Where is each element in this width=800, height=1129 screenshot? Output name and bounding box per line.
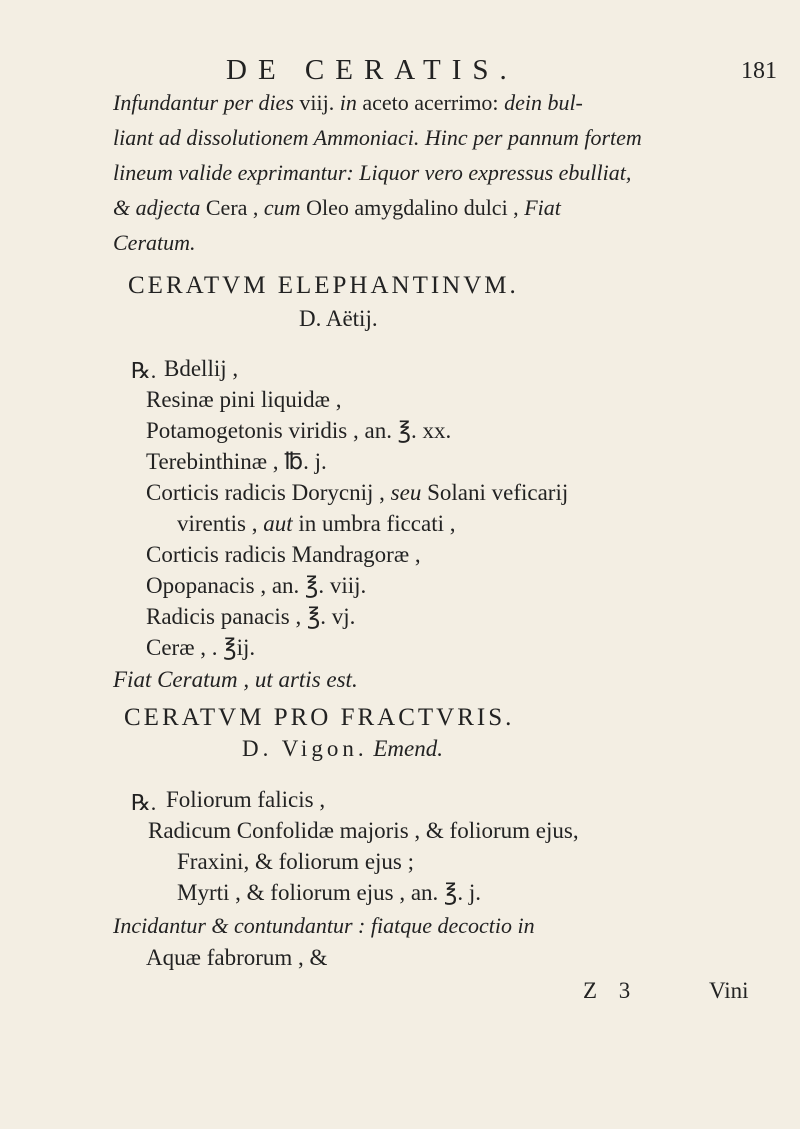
text-italic: seu — [390, 480, 422, 505]
ingredient-line: Terebinthinæ , ℔. j. — [146, 449, 327, 474]
text-italic: Fiat — [518, 195, 561, 220]
paragraph-line-1 — [113, 90, 583, 116]
text-roman: in umbra ficcati , — [292, 511, 456, 536]
section-source-aetius: D. Aëtij. — [299, 306, 378, 331]
running-head: DE CERATIS. — [226, 54, 518, 86]
recipe-symbol: ℞. — [131, 358, 157, 383]
text-roman: D. Vigon. — [242, 736, 368, 761]
text-italic: Emend. — [373, 736, 443, 761]
ingredient-line: Radicum Confolidæ majoris , & foliorum ejus, — [148, 818, 579, 843]
text-italic: cum — [258, 195, 301, 220]
paragraph-line-3: lineum valide exprimantur: Liquor vero expressus ebulliat, — [113, 160, 632, 185]
ingredient-line: Opopanacis , an. ℥. viij. — [146, 573, 367, 598]
text-italic: dein bul- — [498, 90, 583, 115]
paragraph-line-4 — [113, 195, 561, 221]
recipe-closing: Fiat Ceratum , ut artis est. — [113, 667, 358, 692]
ingredient-line: Potamogetonis viridis , an. ℥. xx. — [146, 418, 452, 443]
ingredient-line — [177, 511, 456, 537]
ingredient-line: Aquæ fabrorum , & — [146, 945, 328, 970]
text-roman: viij. — [293, 90, 335, 115]
ingredient-line: Bdellij , — [164, 356, 239, 381]
section-source-vigon — [242, 736, 443, 762]
ingredient-line: Ceræ , . ℥ij. — [146, 635, 256, 660]
ingredient-line: Myrti , & foliorum ejus , an. ℥. j. — [177, 880, 481, 905]
section-title-fracturis: CERATVM PRO FRACTVRIS. — [124, 704, 515, 731]
section-title-elephantinum: CERATVM ELEPHANTINVM. — [128, 272, 519, 299]
ingredient-line: Resinæ pini liquidæ , — [146, 387, 342, 412]
page-number: 181 — [741, 58, 777, 84]
text-roman: aceto acerrimo: — [356, 90, 499, 115]
signature-mark: Z 3 — [583, 978, 631, 1003]
text-italic: Infundantur per dies — [113, 90, 294, 115]
text-italic: in — [334, 90, 357, 115]
text-roman: Oleo amygdalino dulci , — [300, 195, 519, 220]
incidantur-line: Incidantur & contundantur : fiatque decoctio in — [113, 913, 535, 938]
text-italic: aut — [263, 511, 293, 536]
text-italic: & adjecta — [113, 195, 201, 220]
text-roman: Solani veficarij — [421, 480, 569, 505]
paragraph-line-2: liant ad dissolutionem Ammoniaci. Hinc per pannum fortem — [113, 125, 642, 150]
ingredient-line: Corticis radicis Mandragoræ , — [146, 542, 421, 567]
ingredient-line — [146, 480, 568, 506]
text-roman: virentis , — [177, 511, 258, 536]
text-roman: Cera , — [200, 195, 259, 220]
ingredient-line: Fraxini, & foliorum ejus ; — [177, 849, 415, 874]
ingredient-line: Foliorum falicis , — [166, 787, 326, 812]
text-roman: Corticis radicis Dorycnij , — [146, 480, 385, 505]
ingredient-line: Radicis panacis , ℥. vj. — [146, 604, 356, 629]
catchword: Vini — [709, 978, 749, 1003]
paragraph-line-5: Ceratum. — [113, 230, 196, 255]
recipe-symbol: ℞. — [131, 790, 157, 815]
